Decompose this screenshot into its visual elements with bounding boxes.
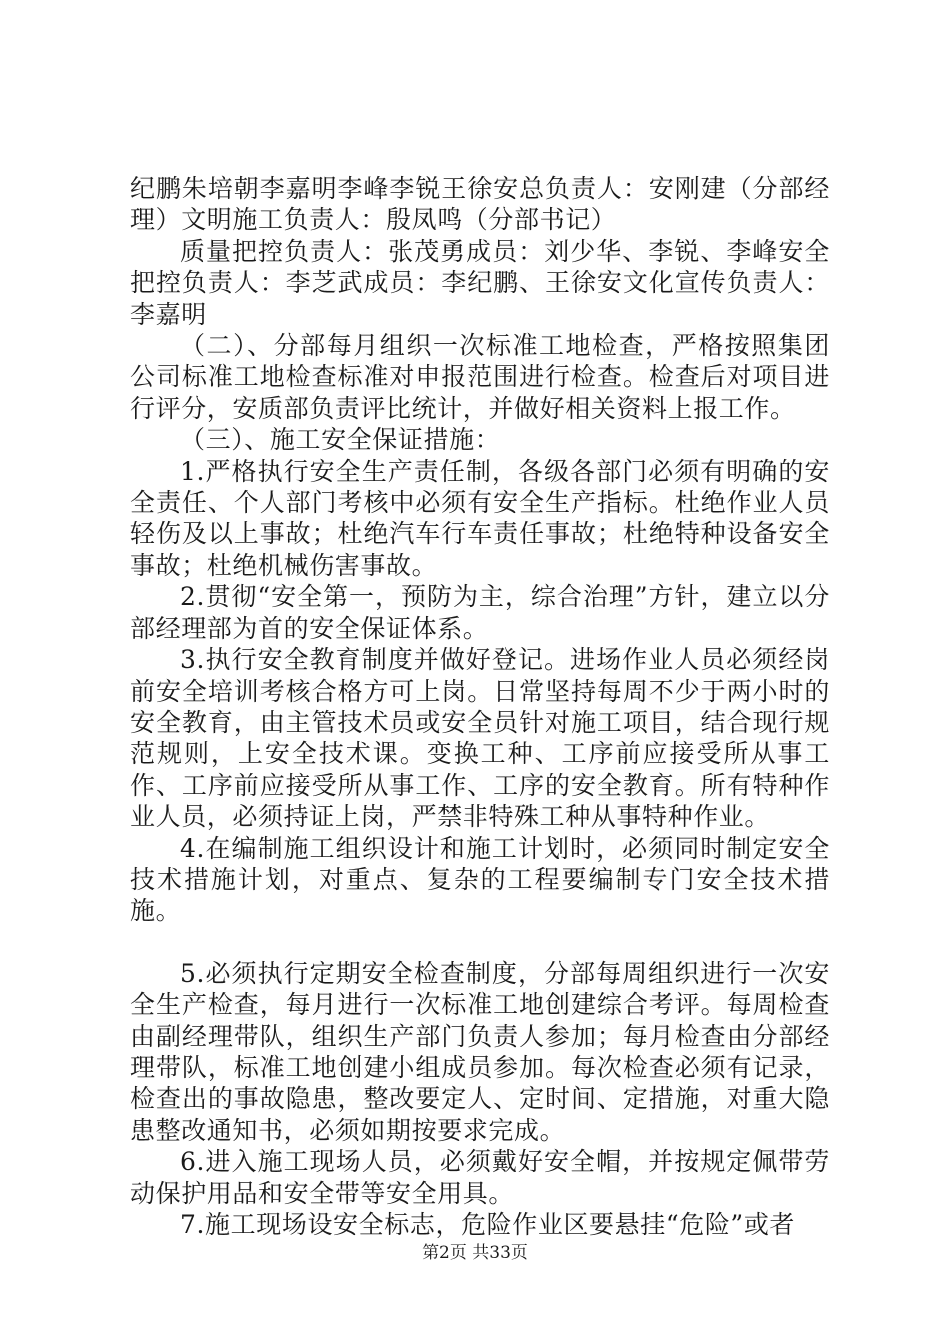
page-number-footer: 第2页 共33页	[422, 1243, 528, 1263]
paragraph-spacer	[130, 927, 830, 958]
paragraph-quality-safety-leads: 质量把控负责人：张茂勇成员：刘少华、李锐、李峰安全把控负责人：李芝武成员：李纪鹏、王徐安文化宣传负责人：李嘉明	[130, 236, 830, 329]
paragraph-section-two: （二）、分部每月组织一次标准工地检查，严格按照集团公司标准工地检查标准对申报范围进行检查。检查后对项目进行评分，安质部负责评比统计，并做好相关资料上报工作。	[130, 331, 830, 423]
paragraph-item-2: 2.贯彻“安全第一，预防为主，综合治理”方针，建立以分部经理部为首的安全保证体系。	[130, 582, 830, 643]
paragraph-item-5: 5.必须执行定期安全检查制度，分部每周组织进行一次安全生产检查，每月进行一次标准工地创建综合考评。每周检查由副经理带队，组织生产部门负责人参加；每月检查由分部经理带队，标准工地创建小组成员参加。每次检查必须有记录，检查出的事故隐患，整改要定人、定时间、定措施，对重大隐患整改通知书，必须如期按要求完成。	[130, 958, 830, 1145]
paragraph-item-7: 7.施工现场设安全标志，危险作业区要悬挂“危险”或者	[180, 1210, 796, 1239]
document-body	[130, 173, 830, 1240]
paragraph-section-three-heading: （三）、施工安全保证措施：	[180, 425, 501, 455]
paragraph-item-1: 1.严格执行安全生产责任制，各级各部门必须有明确的安全责任、个人部门考核中必须有安全生产指标。杜绝作业人员轻伤及以上事故；杜绝汽车行车责任事故；杜绝特种设备安全事故；杜绝机械伤害事故。	[130, 456, 830, 580]
paragraph-item-4: 4.在编制施工组织设计和施工计划时，必须同时制定安全技术措施计划，对重点、复杂的工程要编制专门安全技术措施。	[130, 833, 830, 926]
paragraph-item-6: 6.进入施工现场人员，必须戴好安全帽，并按规定佩带劳动保护用品和安全带等安全用具。	[130, 1147, 830, 1208]
paragraph-item-3: 3.执行安全教育制度并做好登记。进场作业人员必须经岗前安全培训考核合格方可上岗。日常坚持每周不少于两小时的安全教育，由主管技术员或安全员针对施工项目，结合现行规范规则，上安全技术课。变换工种、工序前应接受所从事工作、工序前应接受所从事工作、工序的安全教育。所有特种作业人员，必须持证上岗，严禁非特殊工种从事特种作业。	[130, 645, 830, 832]
paragraph-personnel-list: 纪鹏朱培朝李嘉明李峰李锐王徐安总负责人：安刚建（分部经理）文明施工负责人：殷凤鸣（分部书记）	[130, 174, 830, 235]
